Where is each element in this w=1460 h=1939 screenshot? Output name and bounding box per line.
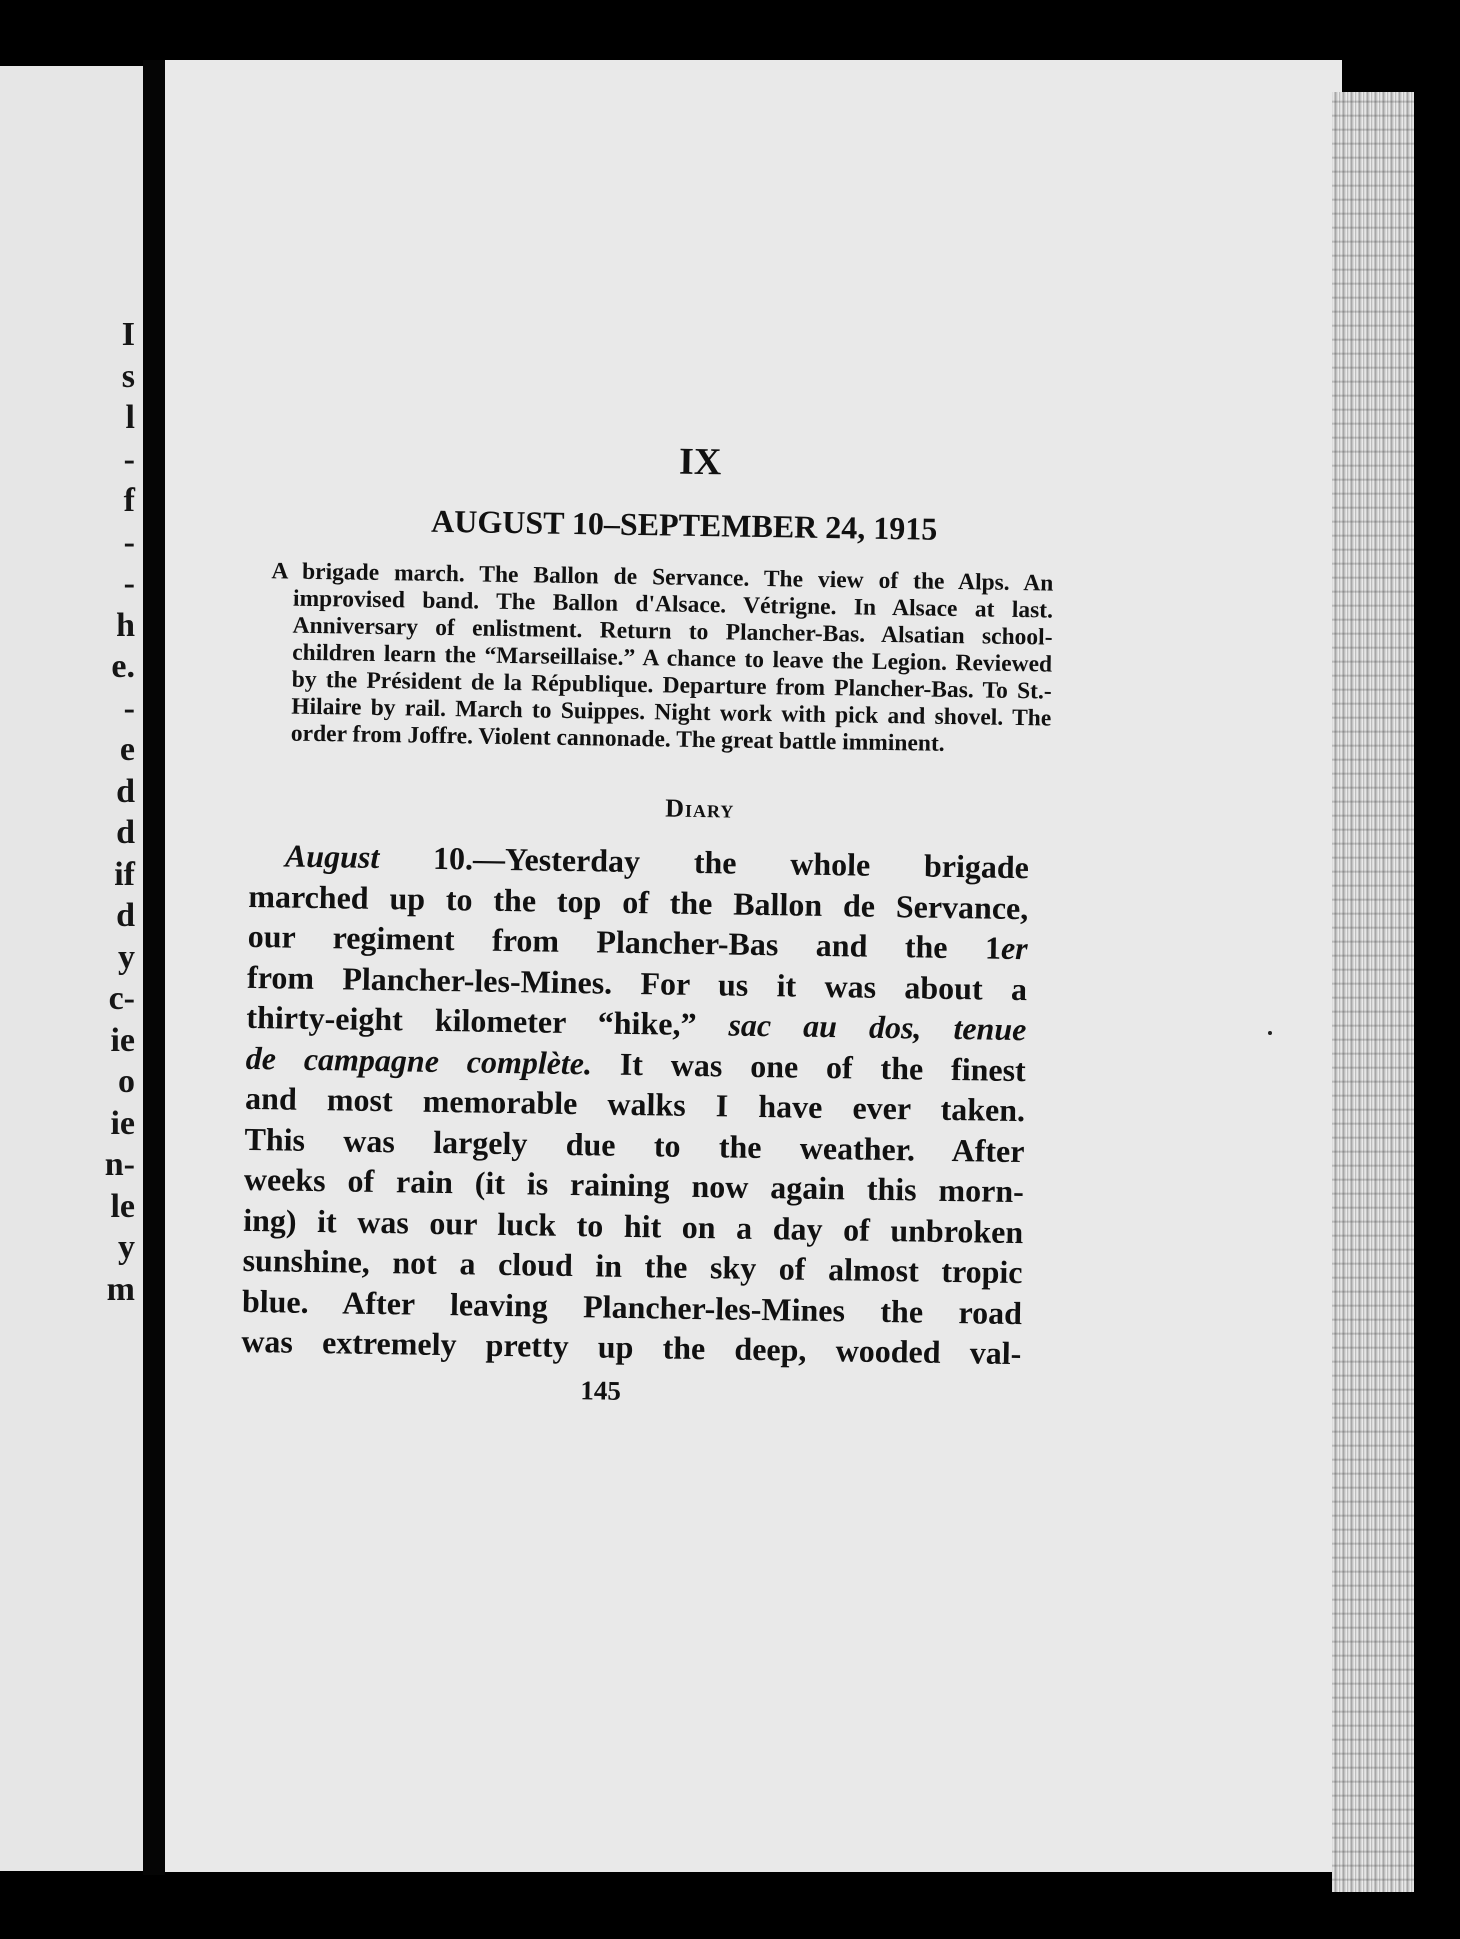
left-page-fragment: y	[118, 1229, 135, 1266]
text-run: was extremely pretty up the deep, wooded val-	[241, 1322, 1022, 1372]
italic-run: er	[1000, 929, 1028, 967]
left-page-fragment: -	[123, 523, 135, 561]
page-text-block	[240, 410, 1055, 1413]
left-page-fragment: y	[118, 938, 135, 976]
italic-run: sac au dos, tenue	[728, 1006, 1027, 1048]
left-page-fragment: d	[116, 772, 135, 810]
text-run: from Plancher-les-Mines. For us it was about a	[246, 958, 1028, 1007]
text-run: our regiment from Plancher-Bas and the 1	[247, 917, 1002, 966]
text-run: ing) it was our luck to hit on a day of unbroken	[243, 1201, 1024, 1250]
left-page-fragment: o	[118, 1063, 135, 1100]
left-page-fragment: m	[106, 1270, 135, 1308]
left-page-fragment: ie	[110, 1104, 135, 1142]
left-page-fragment: d	[116, 814, 135, 851]
text-run: marched up to the top of the Ballon de Servance,	[248, 877, 1029, 926]
text-run: and most memorable walks I have ever taken.	[244, 1079, 1026, 1129]
text-run: This was largely due to the weather. After	[244, 1120, 1025, 1169]
left-page-fragment: -	[123, 689, 135, 727]
left-page-cropped-text	[95, 314, 135, 1310]
left-page-fragment: d	[116, 897, 135, 934]
left-page-fragment: -	[123, 440, 135, 478]
page-number: 145	[580, 1374, 622, 1406]
text-run: blue. After leaving Plancher-les-Mines the road	[241, 1282, 1023, 1331]
left-page-fragment: ie	[110, 1021, 135, 1059]
left-page-fragment: s	[121, 357, 135, 395]
left-page-fragment: if	[114, 855, 135, 893]
left-page	[0, 66, 143, 1871]
left-page-fragment: e	[119, 731, 135, 768]
left-page-fragment: f	[123, 482, 135, 519]
left-page-fragment: h	[116, 606, 135, 644]
text-run: thirty-eight kilometer “hike,”	[246, 998, 729, 1043]
italic-run: August	[284, 837, 380, 875]
chapter-synopsis: A brigade march. The Ballon de Servance. The view of the Alps. An improvised band. The Ballon d'Alsace. Vétrigne. In Alsace at last. Anniversary of enlistment. Return to Plancher-Bas. Alsatian school-children learn the “Marseillaise.” A chance to leave the Legion. Reviewed by the Président de la République. Departure from Plancher-Bas. To St.-Hilaire by rail. March to Suippes. Night work with pick and shovel. The order from Joffre. Violent cannonade. The great battle imminent.	[271, 558, 1054, 757]
section-heading: Diary	[664, 793, 735, 824]
text-run: It was one of the finest	[591, 1044, 1027, 1088]
left-page-fragment: e.	[111, 648, 135, 685]
left-page-fragment: n-	[104, 1146, 135, 1183]
diary-body	[241, 835, 1029, 1374]
chapter-number: IX	[678, 440, 722, 484]
italic-run: de campagne complète.	[245, 1039, 593, 1081]
text-run: 10.—Yesterday the whole brigade	[378, 838, 1030, 886]
left-page-fragment: le	[110, 1187, 135, 1225]
left-page-fragment: I	[121, 316, 135, 353]
scan-speck	[1268, 1031, 1272, 1035]
text-run: sunshine, not a cloud in the sky of almost tropic	[242, 1241, 1023, 1291]
left-page-fragment: c-	[108, 980, 135, 1017]
text-run: weeks of rain (it is raining now again this morn-	[243, 1160, 1025, 1210]
page-edges	[1332, 92, 1414, 1892]
book-gutter	[143, 60, 165, 1875]
left-page-fragment: l	[125, 399, 135, 436]
chapter-title: AUGUST 10–SEPTEMBER 24, 1915	[430, 502, 938, 547]
left-page-fragment: -	[123, 565, 135, 602]
